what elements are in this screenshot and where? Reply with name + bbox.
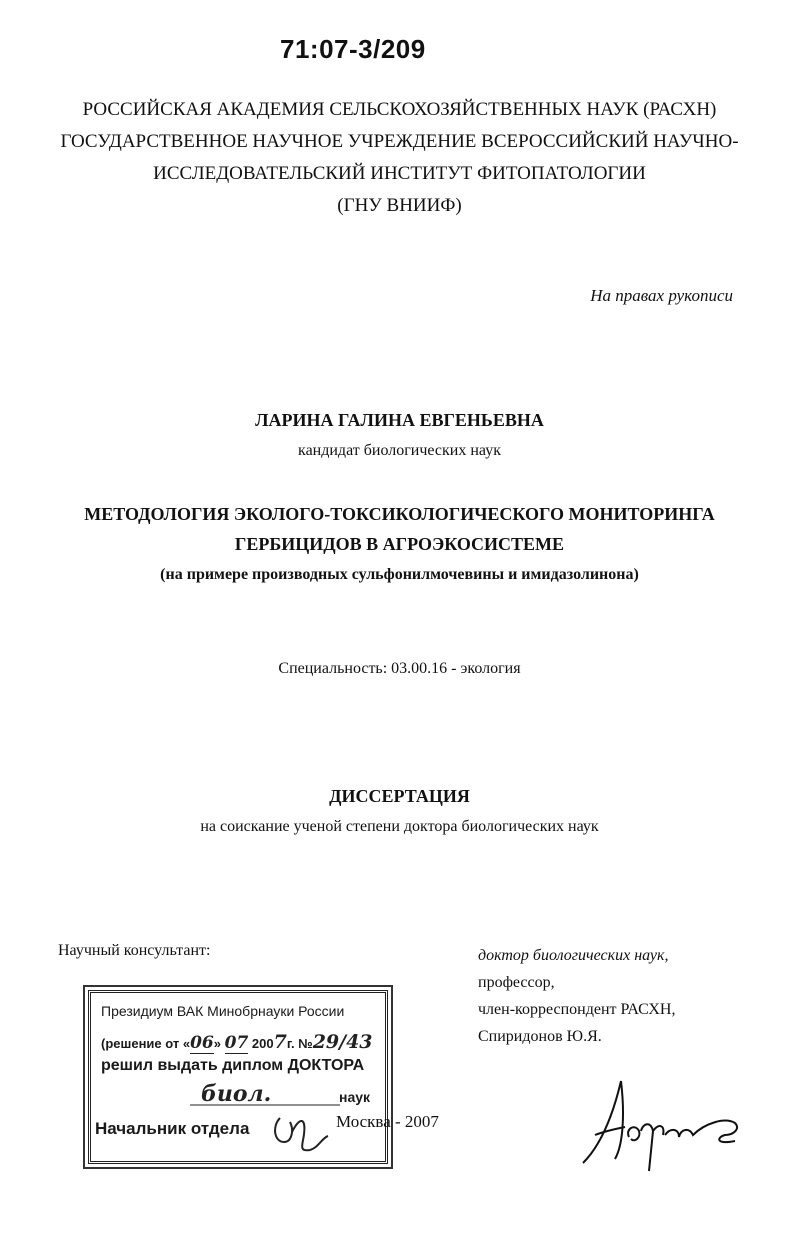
city-year: Москва - 2007 — [336, 1112, 439, 1131]
stamp-signature — [270, 1108, 340, 1156]
stamp-month: 07 — [224, 1033, 249, 1053]
title-line-1: МЕТОДОЛОГИЯ ЭКОЛОГО-ТОКСИКОЛОГИЧЕСКОГО МОНИТОРИНГА — [84, 504, 715, 524]
stamp-year-suffix: г. № — [286, 1036, 313, 1051]
title-line-2: ГЕРБИЦИДОВ В АГРОЭКОСИСТЕМЕ — [234, 534, 565, 554]
stamp-line-4: наук — [339, 1089, 371, 1105]
vak-stamp — [88, 990, 388, 1164]
institution-line-1: РОССИЙСКАЯ АКАДЕМИЯ СЕЛЬСКОХОЗЯЙСТВЕННЫХ НАУК (РАСХН) — [82, 99, 717, 120]
dissertation-purpose: на соискание ученой степени доктора биологических наук — [200, 818, 599, 835]
author-name: ЛАРИНА ГАЛИНА ЕВГЕНЬЕВНА — [255, 410, 544, 430]
institution-line-4: (ГНУ ВНИИФ) — [337, 195, 462, 216]
stamp-number: 29/43 — [312, 1031, 373, 1053]
stamp-day: 06 — [190, 1033, 214, 1053]
institution-line-2: ГОСУДАРСТВЕННОЕ НАУЧНОЕ УЧРЕЖДЕНИЕ ВСЕРОССИЙСКИЙ НАУЧНО- — [60, 131, 739, 152]
author-degree: кандидат биологических наук — [298, 442, 501, 459]
stamp-field-value: биол. — [201, 1081, 272, 1107]
author-signature — [575, 1075, 745, 1185]
consultant-degree: доктор биологических наук, — [478, 947, 669, 964]
consultant-details — [478, 942, 675, 1050]
archive-code: 71:07-3/209 — [280, 34, 426, 64]
title-subtitle: (на примере производных сульфонилмочевины и имидазолинона) — [160, 566, 639, 583]
institution-line-3: ИССЛЕДОВАТЕЛЬСКИЙ ИНСТИТУТ ФИТОПАТОЛОГИИ — [153, 163, 646, 184]
specialty: Специальность: 03.00.16 - экология — [278, 660, 521, 677]
stamp-line-5: Начальник отдела — [95, 1119, 250, 1138]
stamp-decision-prefix: (решение от « — [101, 1036, 191, 1051]
consultant-membership: член-корреспондент РАСХН, — [478, 1001, 676, 1018]
institution-header — [0, 94, 799, 222]
dissertation-label: ДИССЕРТАЦИЯ — [329, 786, 470, 806]
stamp-line-1: Президиум ВАК Минобрнауки России — [101, 1003, 345, 1019]
stamp-year-digit: 7 — [273, 1031, 287, 1053]
stamp-line-3: решил выдать диплом ДОКТОРА — [101, 1057, 365, 1074]
consultant-title: профессор, — [478, 974, 555, 991]
stamp-year-prefix: 200 — [251, 1036, 274, 1051]
consultant-name: Спиридонов Ю.Я. — [478, 1028, 602, 1045]
consultant-label: Научный консультант: — [58, 942, 211, 959]
stamp-quote: » — [213, 1036, 221, 1051]
stamp-line-2 — [101, 1031, 373, 1053]
manuscript-note: На правах рукописи — [590, 286, 733, 305]
